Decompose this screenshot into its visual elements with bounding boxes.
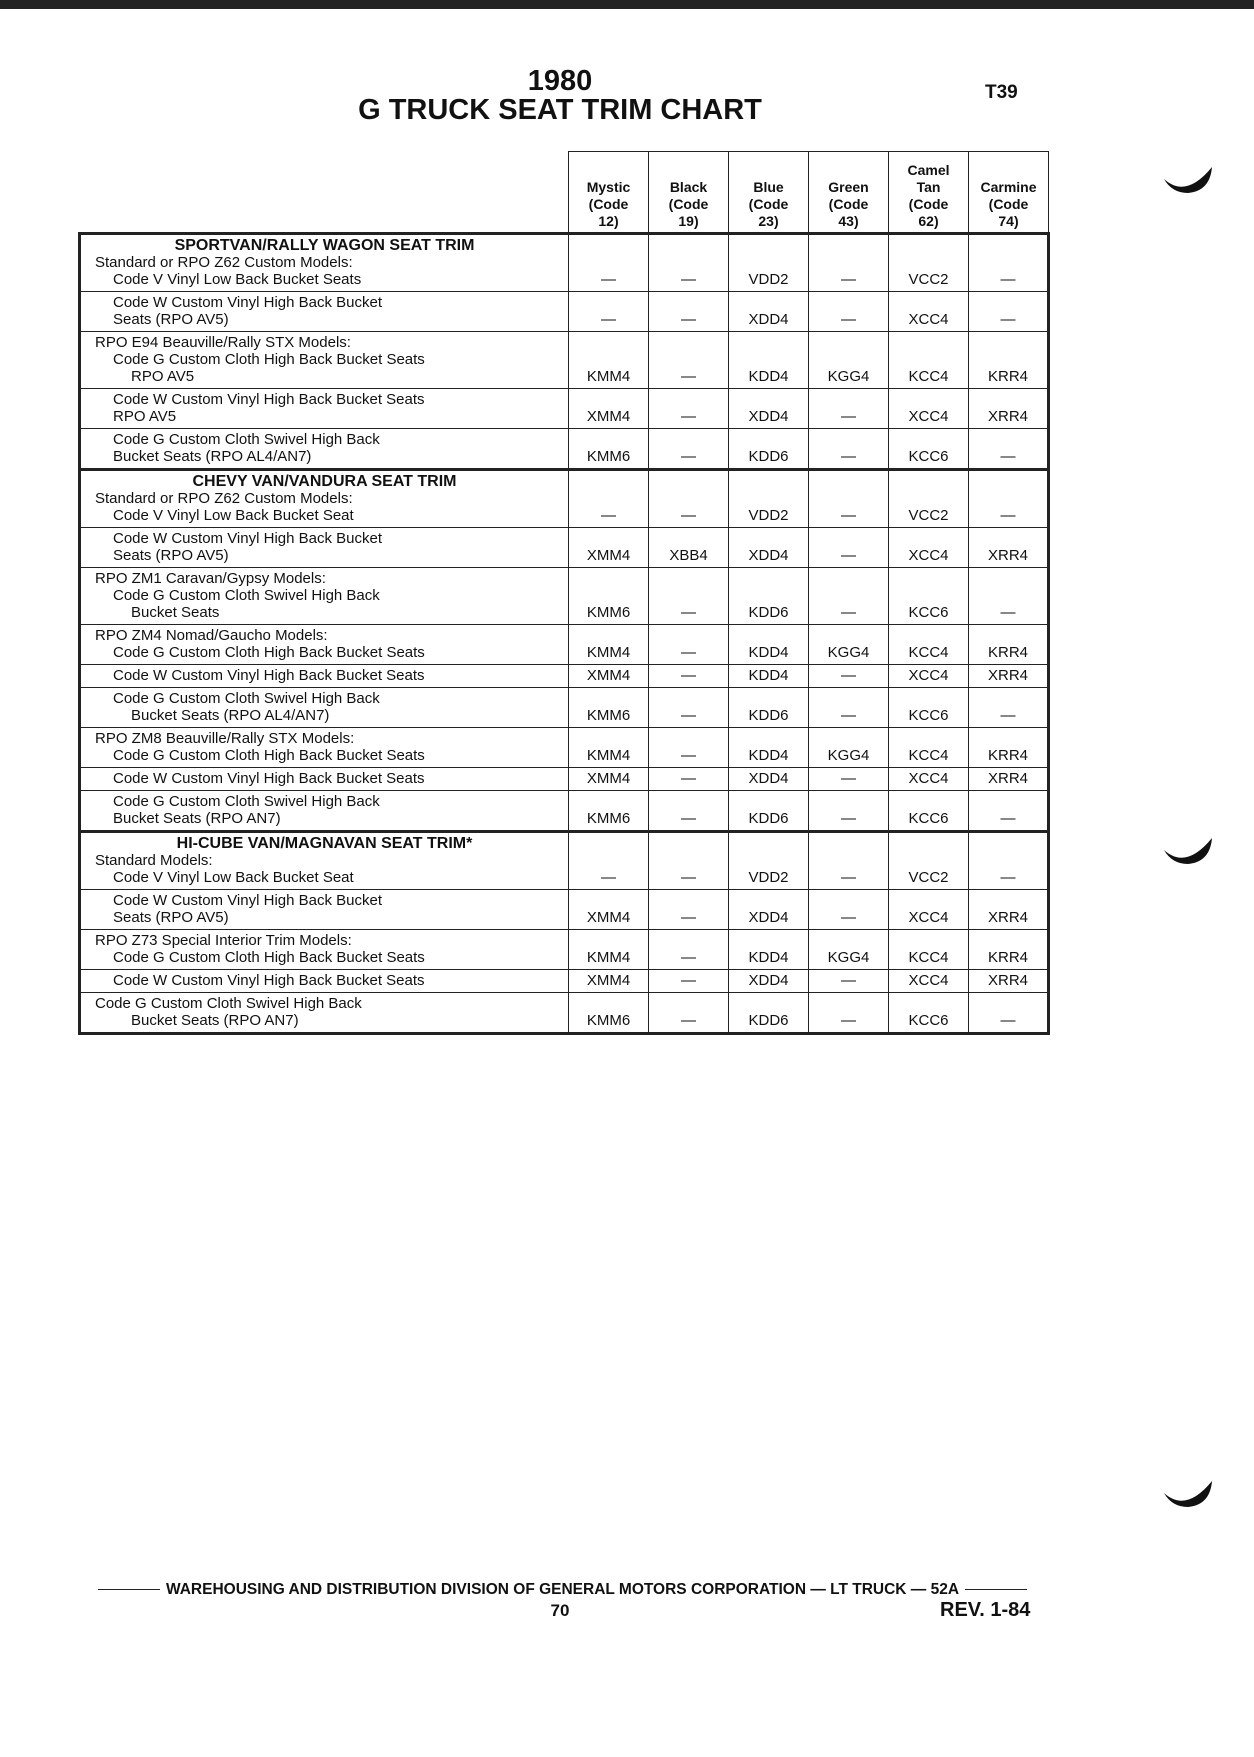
trim-code-cell: — — [569, 292, 649, 332]
trim-code-cell: KCC4 — [889, 332, 969, 389]
description-line: RPO AV5 — [131, 368, 195, 385]
trim-code-cell: KDD4 — [729, 332, 809, 389]
description-line: Code W Custom Vinyl High Back Bucket — [113, 530, 382, 547]
description-line: Standard or RPO Z62 Custom Models: — [95, 490, 353, 507]
trim-code-cell: KMM4 — [569, 728, 649, 768]
table-row — [80, 728, 1049, 768]
trim-code-cell: XBB4 — [649, 528, 729, 568]
description-line: Seats (RPO AV5) — [113, 909, 229, 926]
column-header — [889, 152, 969, 234]
trim-code-cell: XDD4 — [729, 768, 809, 791]
trim-code-cell: XCC4 — [889, 528, 969, 568]
description-line: RPO E94 Beauville/Rally STX Models: — [95, 334, 351, 351]
trim-code-cell: KDD6 — [729, 993, 809, 1034]
column-header-line: Carmine — [980, 179, 1037, 195]
chart-title: G TRUCK SEAT TRIM CHART — [358, 94, 762, 126]
trim-description — [80, 568, 569, 625]
table-row — [80, 292, 1049, 332]
trim-code-cell: KRR4 — [969, 625, 1049, 665]
column-header — [969, 152, 1049, 234]
page-number: 70 — [550, 1601, 570, 1620]
footer-division-line: WAREHOUSING AND DISTRIBUTION DIVISION OF GENERAL MOTORS CORPORATION — LT TRUCK — 52A — [78, 1581, 1047, 1599]
trim-code-cell: — — [649, 389, 729, 429]
binder-hole-icon — [1162, 165, 1214, 195]
description-line: Code G Custom Cloth Swivel High Back — [113, 587, 380, 604]
trim-code-cell: — — [969, 993, 1049, 1034]
table-row — [80, 528, 1049, 568]
trim-description — [80, 665, 569, 688]
trim-code-cell: — — [649, 332, 729, 389]
trim-description — [80, 890, 569, 930]
description-line: Code V Vinyl Low Back Bucket Seats — [113, 271, 362, 288]
column-header-line: 62) — [918, 213, 939, 229]
trim-code-cell: — — [569, 832, 649, 890]
column-header-line: 19) — [678, 213, 699, 229]
trim-code-cell: — — [809, 832, 889, 890]
trim-code-cell: KDD6 — [729, 429, 809, 470]
trim-code-cell: — — [809, 389, 889, 429]
section-title: CHEVY VAN/VANDURA SEAT TRIM — [192, 473, 457, 490]
table-row — [80, 389, 1049, 429]
trim-description — [80, 332, 569, 389]
revision-label: REV. 1-84 — [940, 1599, 1031, 1621]
page-code: T39 — [985, 82, 1018, 103]
description-line: Code W Custom Vinyl High Back Bucket Seats — [113, 972, 425, 989]
trim-code-cell: — — [809, 568, 889, 625]
header-blank-cell — [80, 152, 569, 234]
trim-code-cell: XCC4 — [889, 665, 969, 688]
trim-code-cell: — — [969, 429, 1049, 470]
trim-code-cell: XCC4 — [889, 768, 969, 791]
description-line: Code G Custom Cloth High Back Bucket Seats — [113, 351, 425, 368]
trim-code-cell: XRR4 — [969, 665, 1049, 688]
trim-code-cell: — — [649, 568, 729, 625]
trim-code-cell: KDD6 — [729, 568, 809, 625]
trim-code-cell: XMM4 — [569, 768, 649, 791]
column-header-line: 23) — [758, 213, 779, 229]
trim-code-cell: — — [809, 234, 889, 292]
trim-code-cell: — — [649, 791, 729, 832]
trim-code-cell: — — [809, 528, 889, 568]
section-title: SPORTVAN/RALLY WAGON SEAT TRIM — [174, 237, 475, 254]
description-line: RPO ZM8 Beauville/Rally STX Models: — [95, 730, 355, 747]
trim-code-cell: KMM4 — [569, 625, 649, 665]
description-line: Code W Custom Vinyl High Back Bucket — [113, 892, 382, 909]
trim-code-cell: KMM6 — [569, 688, 649, 728]
trim-code-cell: — — [809, 665, 889, 688]
description-line: RPO Z73 Special Interior Trim Models: — [95, 932, 352, 949]
trim-code-cell: — — [809, 791, 889, 832]
trim-code-cell: XRR4 — [969, 970, 1049, 993]
trim-code-cell: XDD4 — [729, 389, 809, 429]
description-line: Code V Vinyl Low Back Bucket Seat — [113, 869, 354, 886]
trim-code-cell: — — [809, 470, 889, 528]
trim-code-cell: — — [649, 665, 729, 688]
column-header — [649, 152, 729, 234]
table-row — [80, 568, 1049, 625]
description-line: Seats (RPO AV5) — [113, 547, 229, 564]
trim-code-cell: KCC6 — [889, 688, 969, 728]
trim-code-cell: XCC4 — [889, 292, 969, 332]
trim-code-cell: KMM6 — [569, 791, 649, 832]
table-row — [80, 332, 1049, 389]
table-row — [80, 429, 1049, 470]
column-header-line: 12) — [598, 213, 619, 229]
description-line: RPO AV5 — [113, 408, 177, 425]
trim-code-cell: — — [649, 768, 729, 791]
column-header-line: Blue — [753, 179, 784, 195]
trim-code-cell: XCC4 — [889, 970, 969, 993]
trim-description — [80, 389, 569, 429]
trim-code-cell: XRR4 — [969, 389, 1049, 429]
trim-code-cell: — — [649, 890, 729, 930]
column-header-line: Green — [828, 179, 869, 195]
description-line: Bucket Seats (RPO AL4/AN7) — [131, 707, 330, 724]
column-header-line: Mystic — [586, 179, 631, 195]
column-header-line: (Code — [828, 196, 869, 212]
trim-code-cell: XDD4 — [729, 890, 809, 930]
trim-code-cell: KCC4 — [889, 625, 969, 665]
trim-code-cell: KCC4 — [889, 930, 969, 970]
trim-code-cell: VCC2 — [889, 832, 969, 890]
trim-code-cell: — — [649, 728, 729, 768]
trim-code-cell: XMM4 — [569, 389, 649, 429]
trim-code-cell: — — [569, 470, 649, 528]
trim-code-cell: KMM6 — [569, 429, 649, 470]
trim-code-cell: XMM4 — [569, 528, 649, 568]
trim-code-cell: — — [809, 292, 889, 332]
description-line: Bucket Seats — [131, 604, 220, 621]
table-row — [80, 688, 1049, 728]
table-row — [80, 970, 1049, 993]
table-body — [80, 234, 1049, 1034]
description-line: RPO ZM1 Caravan/Gypsy Models: — [95, 570, 326, 587]
trim-code-cell: XMM4 — [569, 665, 649, 688]
trim-code-cell: XMM4 — [569, 890, 649, 930]
table-row — [80, 768, 1049, 791]
seat-trim-table — [78, 151, 1050, 1035]
table-row — [80, 470, 1049, 528]
trim-code-cell: — — [969, 234, 1049, 292]
column-header-line: (Code — [988, 196, 1029, 212]
trim-code-cell: — — [649, 234, 729, 292]
trim-code-cell: — — [649, 429, 729, 470]
trim-code-cell: — — [969, 688, 1049, 728]
trim-code-cell: XDD4 — [729, 528, 809, 568]
description-line: Seats (RPO AV5) — [113, 311, 229, 328]
trim-code-cell: — — [649, 970, 729, 993]
trim-code-cell: XRR4 — [969, 890, 1049, 930]
trim-code-cell: — — [969, 292, 1049, 332]
trim-description — [80, 429, 569, 470]
trim-code-cell: KCC6 — [889, 791, 969, 832]
column-header-line: (Code — [748, 196, 789, 212]
column-header-line: 43) — [838, 213, 859, 229]
trim-code-cell: KCC4 — [889, 728, 969, 768]
trim-description — [80, 970, 569, 993]
trim-description — [80, 528, 569, 568]
description-line: Code G Custom Cloth Swivel High Back — [113, 793, 380, 810]
trim-code-cell: XDD4 — [729, 970, 809, 993]
trim-code-cell: XRR4 — [969, 528, 1049, 568]
column-header — [729, 152, 809, 234]
table-row — [80, 930, 1049, 970]
trim-code-cell: XRR4 — [969, 768, 1049, 791]
trim-code-cell: VDD2 — [729, 832, 809, 890]
description-line: Bucket Seats (RPO AN7) — [131, 1012, 299, 1029]
trim-code-cell: KRR4 — [969, 332, 1049, 389]
description-line: Code W Custom Vinyl High Back Bucket Seats — [113, 391, 425, 408]
column-header-line: (Code — [588, 196, 629, 212]
trim-code-cell: — — [649, 292, 729, 332]
trim-code-cell: KMM4 — [569, 930, 649, 970]
trim-description — [80, 768, 569, 791]
trim-code-cell: KDD6 — [729, 688, 809, 728]
trim-code-cell: KRR4 — [969, 728, 1049, 768]
trim-code-cell: VCC2 — [889, 470, 969, 528]
trim-code-cell: KDD4 — [729, 728, 809, 768]
trim-code-cell: — — [809, 993, 889, 1034]
trim-code-cell: XCC4 — [889, 890, 969, 930]
column-header-line: (Code — [908, 196, 949, 212]
description-line: Standard or RPO Z62 Custom Models: — [95, 254, 353, 271]
trim-code-cell: — — [649, 930, 729, 970]
trim-code-cell: — — [649, 993, 729, 1034]
top-rule — [0, 0, 1254, 9]
trim-code-cell: KGG4 — [809, 332, 889, 389]
trim-code-cell: KCC6 — [889, 993, 969, 1034]
binder-hole-icon — [1162, 1479, 1214, 1509]
description-line: Code G Custom Cloth High Back Bucket Seats — [113, 949, 425, 966]
chart-year: 1980 — [527, 65, 593, 97]
trim-code-cell: — — [969, 568, 1049, 625]
trim-code-cell: KMM4 — [569, 332, 649, 389]
description-line: Bucket Seats (RPO AN7) — [113, 810, 281, 827]
trim-code-cell: — — [969, 791, 1049, 832]
description-line: Code G Custom Cloth Swivel High Back — [113, 690, 380, 707]
trim-code-cell: — — [969, 470, 1049, 528]
trim-code-cell: VDD2 — [729, 234, 809, 292]
table-row — [80, 890, 1049, 930]
trim-code-cell: — — [649, 688, 729, 728]
binder-hole-icon — [1162, 836, 1214, 866]
trim-description — [80, 832, 569, 890]
trim-code-cell: — — [649, 470, 729, 528]
trim-description — [80, 728, 569, 768]
trim-description — [80, 993, 569, 1034]
trim-code-cell: — — [809, 970, 889, 993]
column-header — [569, 152, 649, 234]
column-header-line: Tan — [916, 179, 941, 195]
trim-code-cell: XMM4 — [569, 970, 649, 993]
table-row — [80, 791, 1049, 832]
description-line: Code G Custom Cloth Swivel High Back — [95, 995, 362, 1012]
table-row — [80, 832, 1049, 890]
trim-description — [80, 930, 569, 970]
table-row — [80, 665, 1049, 688]
description-line: Bucket Seats (RPO AL4/AN7) — [113, 448, 312, 465]
trim-code-cell: — — [809, 890, 889, 930]
trim-description — [80, 470, 569, 528]
trim-code-cell: — — [569, 234, 649, 292]
description-line: RPO ZM4 Nomad/Gaucho Models: — [95, 627, 328, 644]
trim-code-cell: — — [809, 429, 889, 470]
trim-code-cell: XCC4 — [889, 389, 969, 429]
trim-code-cell: KGG4 — [809, 625, 889, 665]
trim-code-cell: KCC6 — [889, 429, 969, 470]
trim-description — [80, 791, 569, 832]
section-title: HI-CUBE VAN/MAGNAVAN SEAT TRIM* — [176, 835, 473, 852]
trim-code-cell: KCC6 — [889, 568, 969, 625]
trim-code-cell: — — [649, 832, 729, 890]
description-line: Code W Custom Vinyl High Back Bucket Seats — [113, 770, 425, 787]
trim-code-cell: KMM6 — [569, 993, 649, 1034]
trim-code-cell: KRR4 — [969, 930, 1049, 970]
trim-code-cell: KDD4 — [729, 930, 809, 970]
trim-code-cell: — — [649, 625, 729, 665]
trim-code-cell: KGG4 — [809, 930, 889, 970]
trim-code-cell: — — [809, 768, 889, 791]
column-header-row — [80, 152, 1049, 234]
description-line: Code G Custom Cloth Swivel High Back — [113, 431, 380, 448]
trim-code-cell: XDD4 — [729, 292, 809, 332]
table-row — [80, 625, 1049, 665]
trim-description — [80, 625, 569, 665]
trim-code-cell: VCC2 — [889, 234, 969, 292]
trim-code-cell: KDD4 — [729, 665, 809, 688]
trim-code-cell: KMM6 — [569, 568, 649, 625]
column-header-line: Camel — [907, 162, 950, 178]
description-line: Standard Models: — [95, 852, 213, 869]
column-header — [809, 152, 889, 234]
column-header-line: 74) — [998, 213, 1019, 229]
trim-code-cell: — — [969, 832, 1049, 890]
column-header-line: (Code — [668, 196, 709, 212]
table-row — [80, 993, 1049, 1034]
description-line: Code G Custom Cloth High Back Bucket Seats — [113, 644, 425, 661]
trim-code-cell: — — [809, 688, 889, 728]
table-row — [80, 234, 1049, 292]
description-line: Code W Custom Vinyl High Back Bucket Seats — [113, 667, 425, 684]
trim-description — [80, 292, 569, 332]
trim-code-cell: KDD4 — [729, 625, 809, 665]
description-line: Code G Custom Cloth High Back Bucket Seats — [113, 747, 425, 764]
trim-code-cell: VDD2 — [729, 470, 809, 528]
column-header-line: Black — [669, 179, 708, 195]
trim-description — [80, 234, 569, 292]
description-line: Code V Vinyl Low Back Bucket Seat — [113, 507, 354, 524]
description-line: Code W Custom Vinyl High Back Bucket — [113, 294, 382, 311]
trim-code-cell: KGG4 — [809, 728, 889, 768]
trim-description — [80, 688, 569, 728]
trim-code-cell: KDD6 — [729, 791, 809, 832]
